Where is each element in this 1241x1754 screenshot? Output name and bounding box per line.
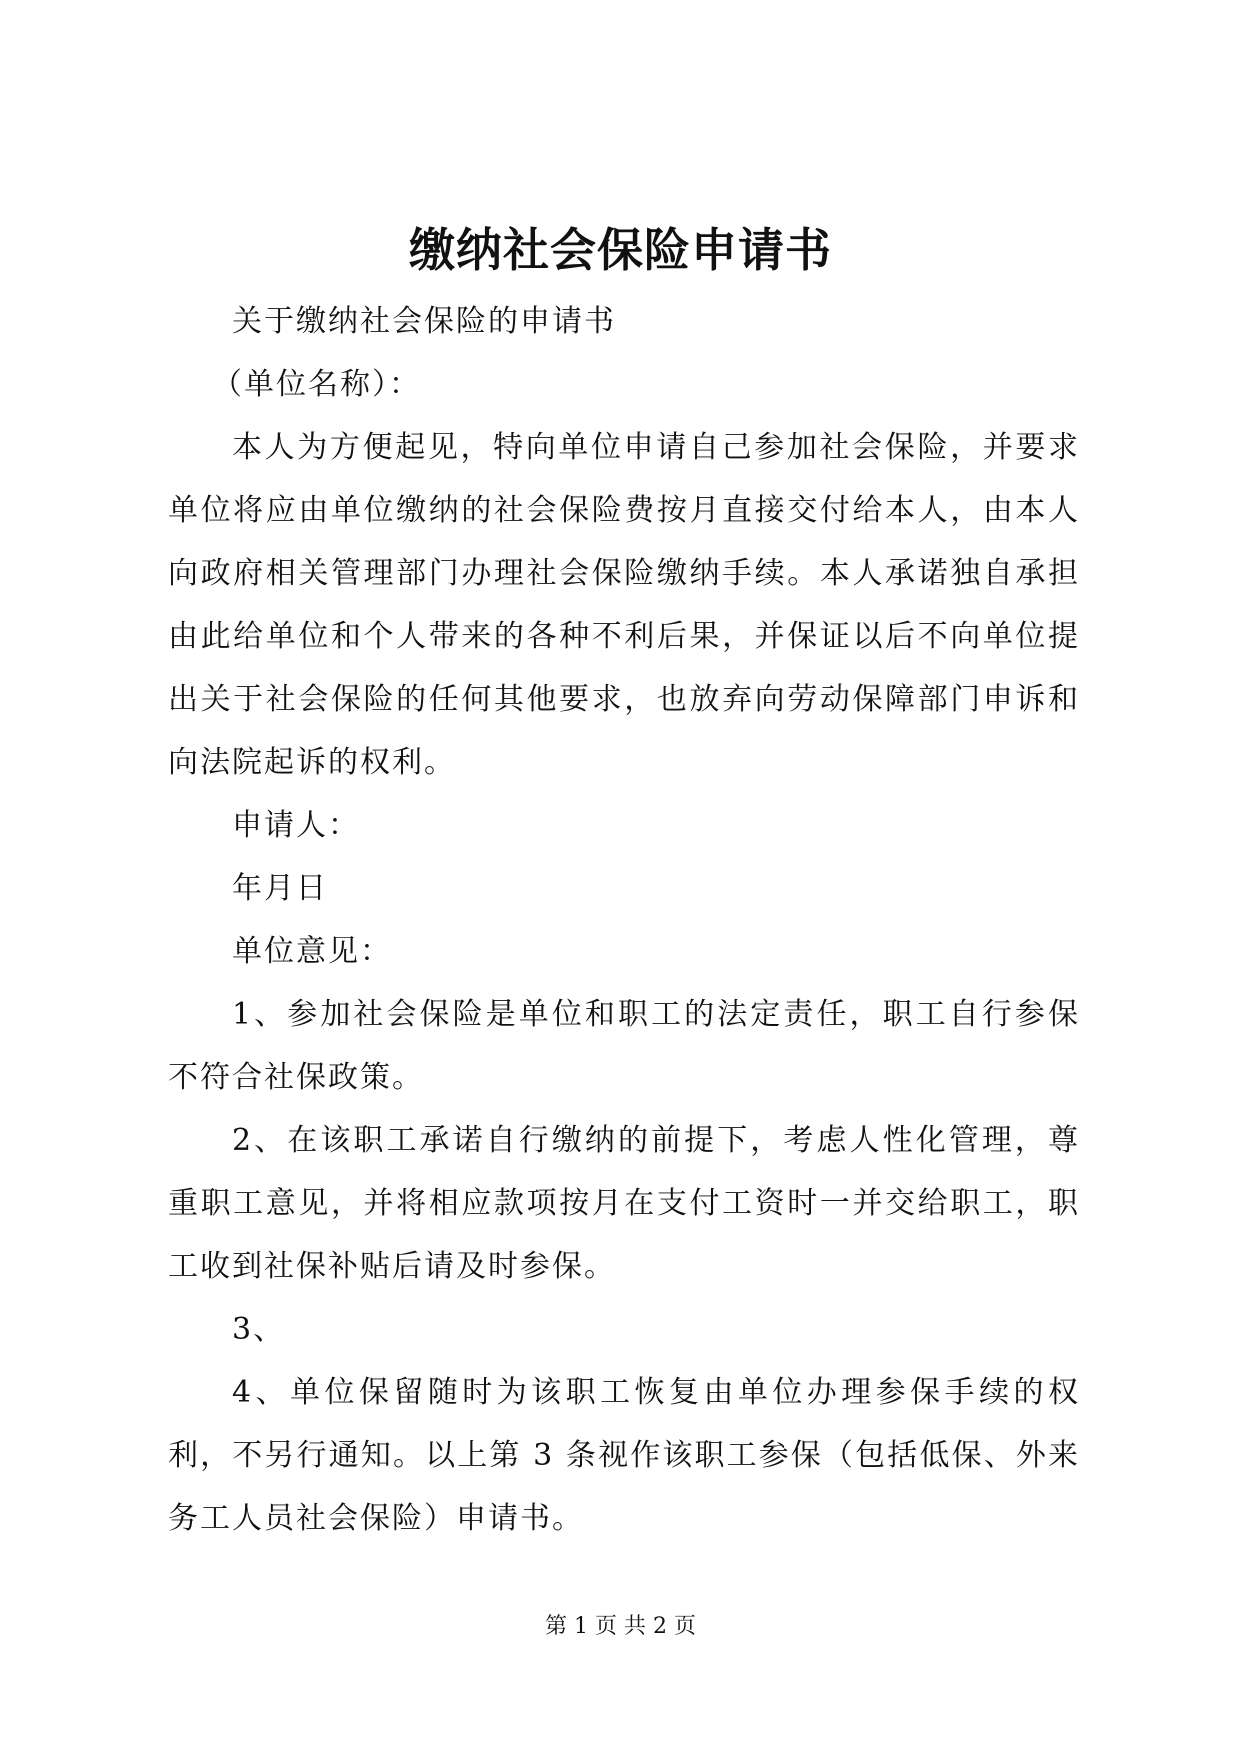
- unit-opinion-line: 单位意见：: [232, 934, 392, 969]
- opinion-item-4: 4、单位保留随时为该职工恢复由单位办理参保手续的权利，不另行通知。以上第 3 条视作该职工参保（包括低保、外来务工人员社会保险）申请书。: [168, 1375, 1080, 1536]
- main-paragraph: 本人为方便起见，特向单位申请自己参加社会保险，并要求单位将应由单位缴纳的社会保险费按月直接交付给本人，由本人向政府相关管理部门办理社会保险缴纳手续。本人承诺独自承担由此给单位和个人带来的各种不利后果，并保证以后不向单位提出关于社会保险的任何其他要求，也放弃向劳动保障部门申诉和向法院起诉的权利。: [168, 430, 1080, 780]
- document-body: [168, 290, 1080, 1550]
- addressee-line: （单位名称）：: [212, 367, 421, 402]
- date-line: 年月日: [232, 871, 328, 906]
- opinion-item-1: 1、参加社会保险是单位和职工的法定责任，职工自行参保不符合社保政策。: [168, 997, 1080, 1095]
- subtitle-line: 关于缴纳社会保险的申请书: [232, 304, 616, 339]
- opinion-item-2: 2、在该职工承诺自行缴纳的前提下，考虑人性化管理，尊重职工意见，并将相应款项按月在支付工资时一并交给职工，职工收到社保补贴后请及时参保。: [168, 1123, 1080, 1284]
- document-title: 缴纳社会保险申请书: [409, 223, 832, 277]
- page-footer: 第 1 页 共 2 页: [545, 1614, 696, 1639]
- opinion-item-3: 3、: [232, 1312, 286, 1347]
- applicant-line: 申请人：: [232, 808, 360, 843]
